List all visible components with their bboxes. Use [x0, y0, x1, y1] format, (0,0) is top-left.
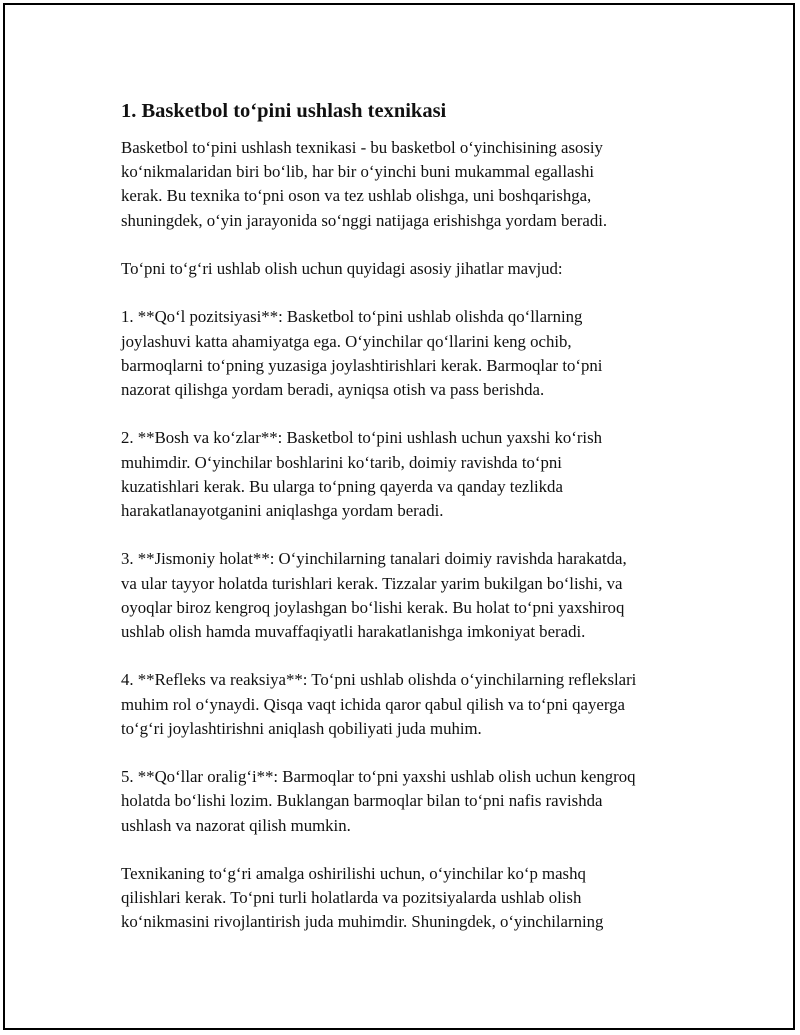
text-line: Texnikaning to‘g‘ri amalga oshirilishi uchun, o‘yinchilar ko‘p mashq — [121, 863, 586, 883]
document-body — [121, 97, 701, 959]
text-line: ko‘nikmalaridan biri bo‘lib, har bir o‘yinchi buni mukammal egallashi — [121, 162, 595, 182]
text-line: joylashuvi katta ahamiyatga ega. O‘yinchilar qo‘llarini keng ochib, — [121, 331, 572, 351]
list-item-reflexes — [121, 668, 701, 741]
text-line: qilishlari kerak. To‘pni turli holatlarda va pozitsiyalarda ushlab olish — [121, 888, 582, 908]
text-line: ko‘nikmasini rivojlantirish juda muhimdir. Shuningdek, o‘yinchilarning — [121, 912, 604, 932]
text-line: ushlab olish hamda muvaffaqiyatli harakatlanishga imkoniyat beradi. — [121, 622, 586, 641]
text-line: 4. **Refleks va reaksiya**: To‘pni ushlab olishda o‘yinchilarning reflekslari — [121, 670, 637, 690]
paragraph-conclusion — [121, 862, 701, 935]
page-title: 1. Basketbol to‘pini ushlash texnikasi — [121, 100, 447, 122]
text-line: va ular tayyor holatda turishlari kerak. Tizzalar yarim bukilgan bo‘lishi, va — [121, 573, 623, 593]
text-line: 3. **Jismoniy holat**: O‘yinchilarning tanalari doimiy ravishda harakatda, — [121, 549, 627, 569]
text-line: To‘pni to‘g‘ri ushlab olish uchun quyidagi asosiy jihatlar mavjud: — [121, 259, 563, 278]
list-item-hand-spacing — [121, 765, 701, 838]
text-line: ushlash va nazorat qilish mumkin. — [121, 815, 351, 835]
paragraph-lead-in — [121, 257, 701, 281]
list-item-physical-stance — [121, 547, 701, 644]
text-line: shuningdek, o‘yin jarayonida so‘nggi natijaga erishishga yordam beradi. — [121, 210, 608, 230]
text-line: oyoqlar biroz kengroq joylashgan bo‘lishi kerak. Bu holat to‘pni yaxshiroq — [121, 597, 625, 617]
text-line: 1. **Qo‘l pozitsiyasi**: Basketbol to‘pini ushlab olishda qo‘llarning — [121, 307, 583, 327]
paragraph-intro — [121, 136, 701, 233]
list-item-hand-position — [121, 305, 701, 402]
text-line: holatda bo‘lishi lozim. Buklangan barmoqlar bilan to‘pni nafis ravishda — [121, 791, 603, 811]
list-item-head-and-eyes — [121, 426, 701, 523]
text-line: 2. **Bosh va ko‘zlar**: Basketbol to‘pini ushlash uchun yaxshi ko‘rish — [121, 428, 603, 448]
text-line: to‘g‘ri joylashtirishni aniqlash qobiliyati juda muhim. — [121, 718, 482, 738]
text-line: nazorat qilishga yordam beradi, ayniqsa otish va pass berishda. — [121, 380, 545, 399]
page-frame — [3, 3, 795, 1030]
text-line: muhimdir. O‘yinchilar boshlarini ko‘tarib, doimiy ravishda to‘pni — [121, 452, 562, 472]
text-line: muhim rol o‘ynaydi. Qisqa vaqt ichida qaror qabul qilish va to‘pni qayerga — [121, 694, 625, 714]
text-line: barmoqlarni to‘pning yuzasiga joylashtirishlari kerak. Barmoqlar to‘pni — [121, 355, 603, 375]
text-line: 5. **Qo‘llar oralig‘i**: Barmoqlar to‘pni yaxshi ushlab olish uchun kengroq — [121, 767, 636, 787]
text-line: kerak. Bu texnika to‘pni oson va tez ushlab olishga, uni boshqarishga, — [121, 186, 592, 206]
text-line: Basketbol to‘pini ushlash texnikasi - bu basketbol o‘yinchisining asosiy — [121, 138, 603, 157]
text-line: harakatlanayotganini aniqlashga yordam beradi. — [121, 501, 444, 520]
text-line: kuzatishlari kerak. Bu ularga to‘pning qayerda va qanday tezlikda — [121, 476, 563, 496]
